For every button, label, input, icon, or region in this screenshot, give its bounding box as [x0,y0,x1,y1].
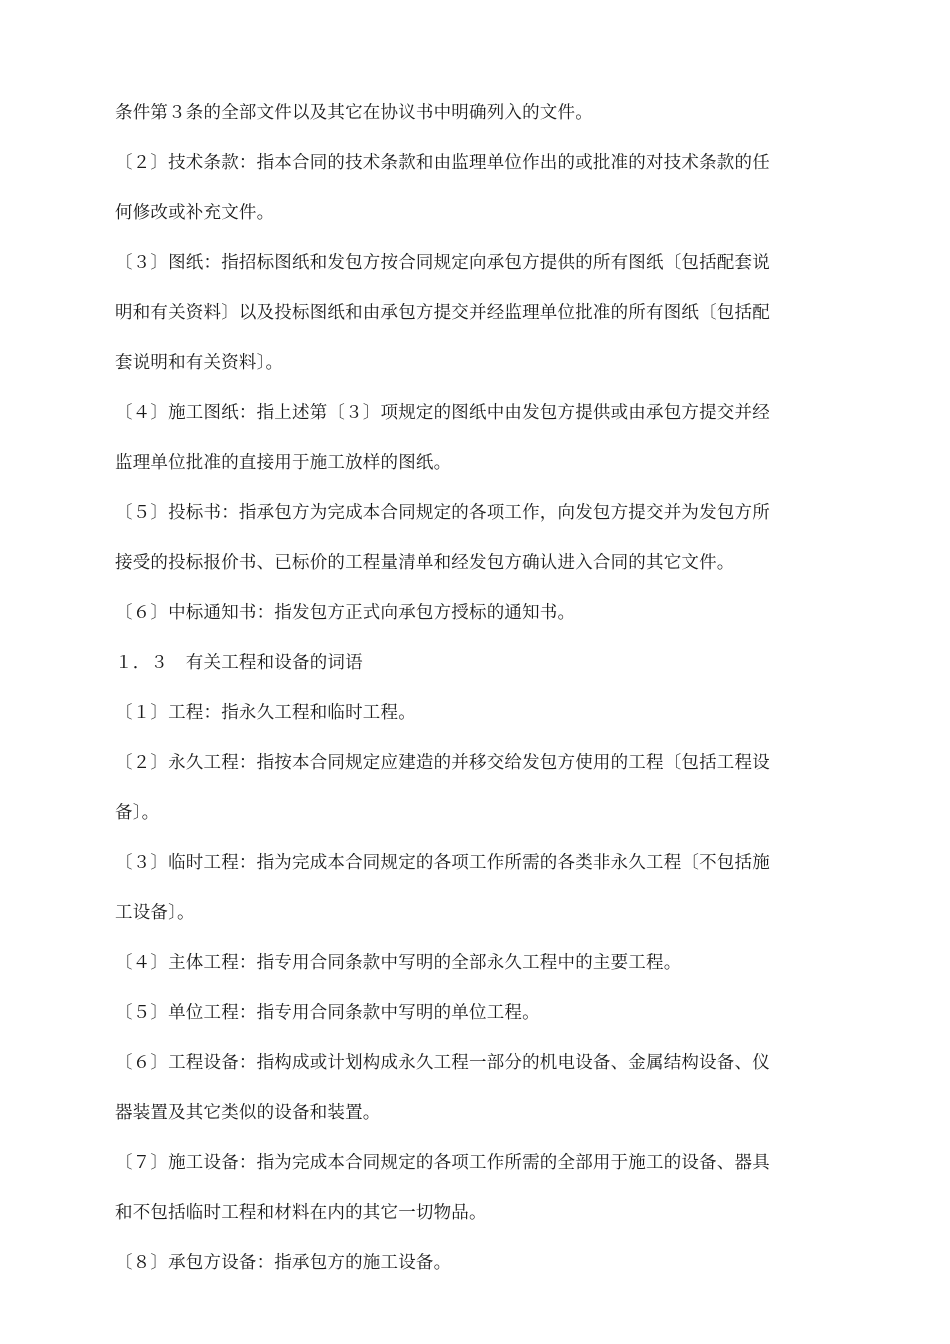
text-line: 器装置及其它类似的设备和装置。 [115,1103,381,1123]
text-line: 明和有关资料〕以及投标图纸和由承包方提交并经监理单位批准的所有图纸〔包括配 [115,303,770,323]
text-line: 〔１〕工程：指永久工程和临时工程。 [115,703,416,723]
text-line: 监理单位批准的直接用于施工放样的图纸。 [115,453,452,473]
text-line: 〔５〕单位工程：指专用合同条款中写明的单位工程。 [115,1003,540,1023]
text-line: 〔６〕中标通知书：指发包方正式向承包方授标的通知书。 [115,603,576,623]
text-line: 〔２〕技术条款：指本合同的技术条款和由监理单位作出的或批准的对技术条款的任 [115,153,770,173]
section-heading: １．３ 有关工程和设备的词语 [115,653,363,673]
text-line: 何修改或补充文件。 [115,203,275,223]
text-line: 〔２〕永久工程：指按本合同规定应建造的并移交给发包方使用的工程〔包括工程设 [115,753,770,773]
text-line: 和不包括临时工程和材料在内的其它一切物品。 [115,1203,487,1223]
text-line: 备〕。 [115,803,160,823]
text-line: 〔３〕临时工程：指为完成本合同规定的各项工作所需的各类非永久工程〔不包括施 [115,853,770,873]
text-line: 〔４〕主体工程：指专用合同条款中写明的全部永久工程中的主要工程。 [115,953,682,973]
text-line: 套说明和有关资料〕。 [115,353,284,373]
text-line: 〔４〕施工图纸：指上述第〔３〕项规定的图纸中由发包方提供或由承包方提交并经 [115,403,770,423]
text-line: 〔８〕承包方设备：指承包方的施工设备。 [115,1253,452,1273]
text-line: 接受的投标报价书、已标价的工程量清单和经发包方确认进入合同的其它文件。 [115,553,735,573]
text-line: 〔７〕施工设备：指为完成本合同规定的各项工作所需的全部用于施工的设备、器具 [115,1153,770,1173]
text-line: 〔５〕投标书：指承包方为完成本合同规定的各项工作，向发包方提交并为发包方所 [115,503,770,523]
text-line: 工设备〕。 [115,903,195,923]
text-line: 条件第３条的全部文件以及其它在协议书中明确列入的文件。 [115,103,593,123]
text-line: 〔６〕工程设备：指构成或计划构成永久工程一部分的机电设备、金属结构设备、仪 [115,1053,770,1073]
text-line: 〔３〕图纸：指招标图纸和发包方按合同规定向承包方提供的所有图纸〔包括配套说 [115,253,770,273]
